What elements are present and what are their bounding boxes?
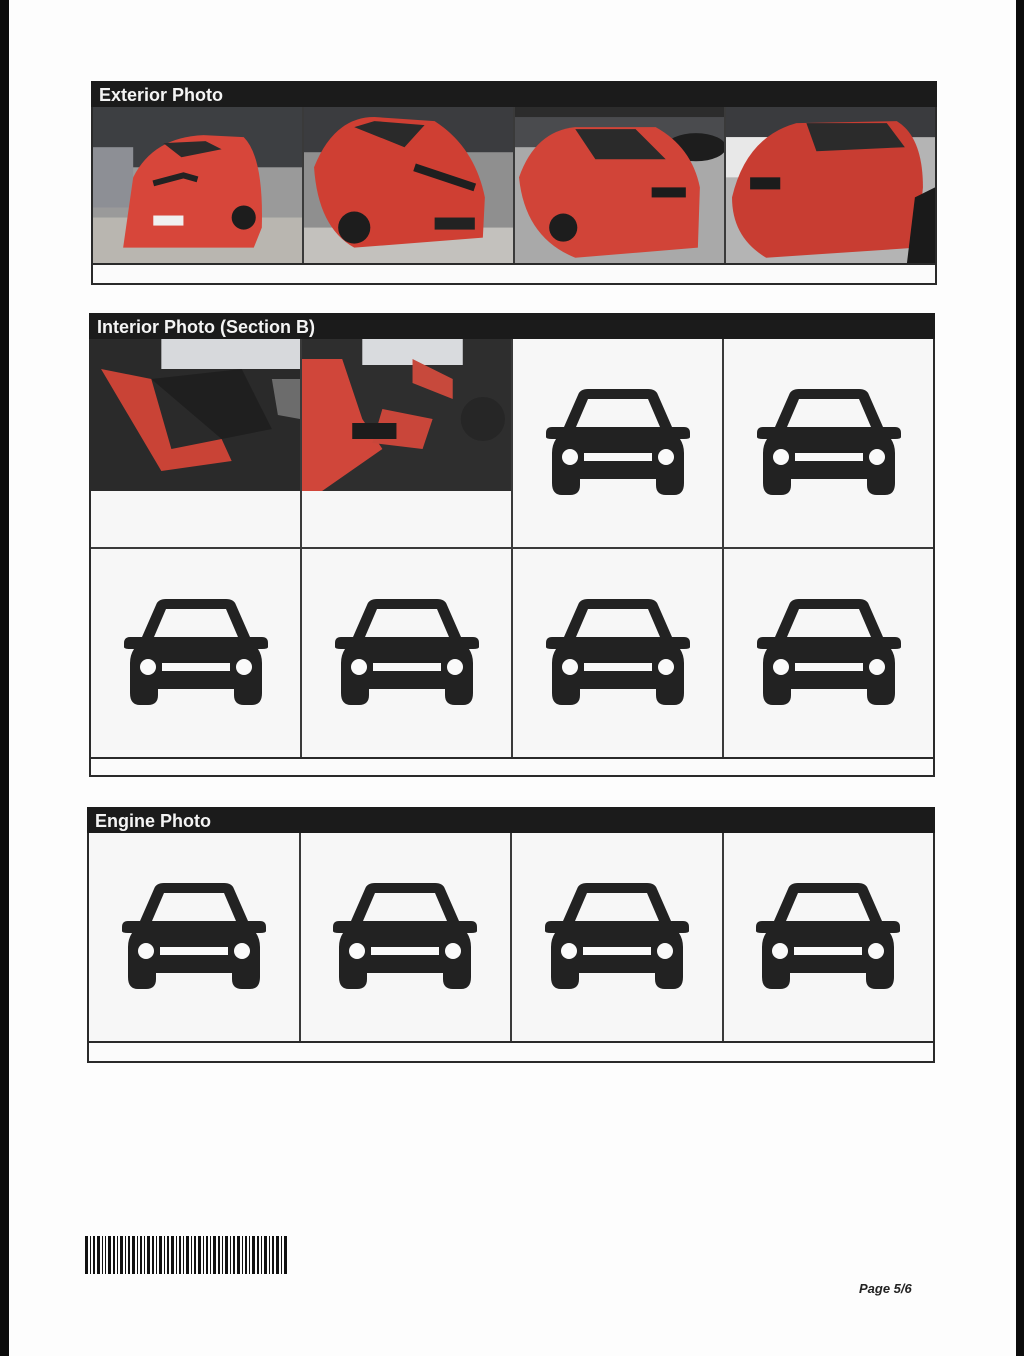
page-number: Page 5/6 [859,1281,912,1296]
car-photo [93,107,302,263]
interior-photo-placeholder [513,549,722,757]
engine-photo-section [87,807,935,1063]
interior-photo-placeholder [302,549,511,757]
exterior-photo-front-left[interactable] [93,107,302,263]
car-photo [726,107,935,263]
car-icon [755,387,903,499]
car-photo [304,107,513,263]
engine-photo-placeholder [512,833,722,1041]
interior-photo-placeholder [724,339,933,547]
car-icon [754,881,902,993]
car-icon [120,881,268,993]
car-icon [331,881,479,993]
interior-photo-placeholder [513,339,722,547]
exterior-photo-rear-left[interactable] [515,107,724,263]
interior-photo-caption-row [89,759,935,777]
car-icon [543,881,691,993]
engine-photo-grid [87,833,935,1043]
car-icon [544,597,692,709]
car-icon [755,597,903,709]
engine-photo-placeholder [89,833,299,1041]
exterior-photo-caption-row [91,265,937,285]
car-icon [544,387,692,499]
exterior-photo-rear-right[interactable] [726,107,935,263]
exterior-photo-grid [91,107,937,265]
engine-photo-placeholder [301,833,511,1041]
engine-photo-caption-row [87,1043,935,1063]
car-icon [122,597,270,709]
interior-photo-front-seat[interactable] [302,339,511,547]
interior-photo-grid [89,339,935,759]
interior-photo-placeholder [724,549,933,757]
document-page [9,0,1016,1356]
interior-photo [302,339,511,491]
exterior-photo-section [91,81,937,285]
car-icon [333,597,481,709]
engine-photo-header: Engine Photo [87,807,935,833]
interior-photo [91,339,300,491]
interior-photo-placeholder [91,549,300,757]
interior-photo-header: Interior Photo (Section B) [89,313,935,339]
exterior-photo-header: Exterior Photo [91,81,937,107]
engine-photo-placeholder [724,833,934,1041]
exterior-photo-front-right[interactable] [304,107,513,263]
barcode [85,1236,289,1274]
interior-photo-section [89,313,935,777]
interior-photo-rear-seat[interactable] [91,339,300,547]
car-photo [515,107,724,263]
